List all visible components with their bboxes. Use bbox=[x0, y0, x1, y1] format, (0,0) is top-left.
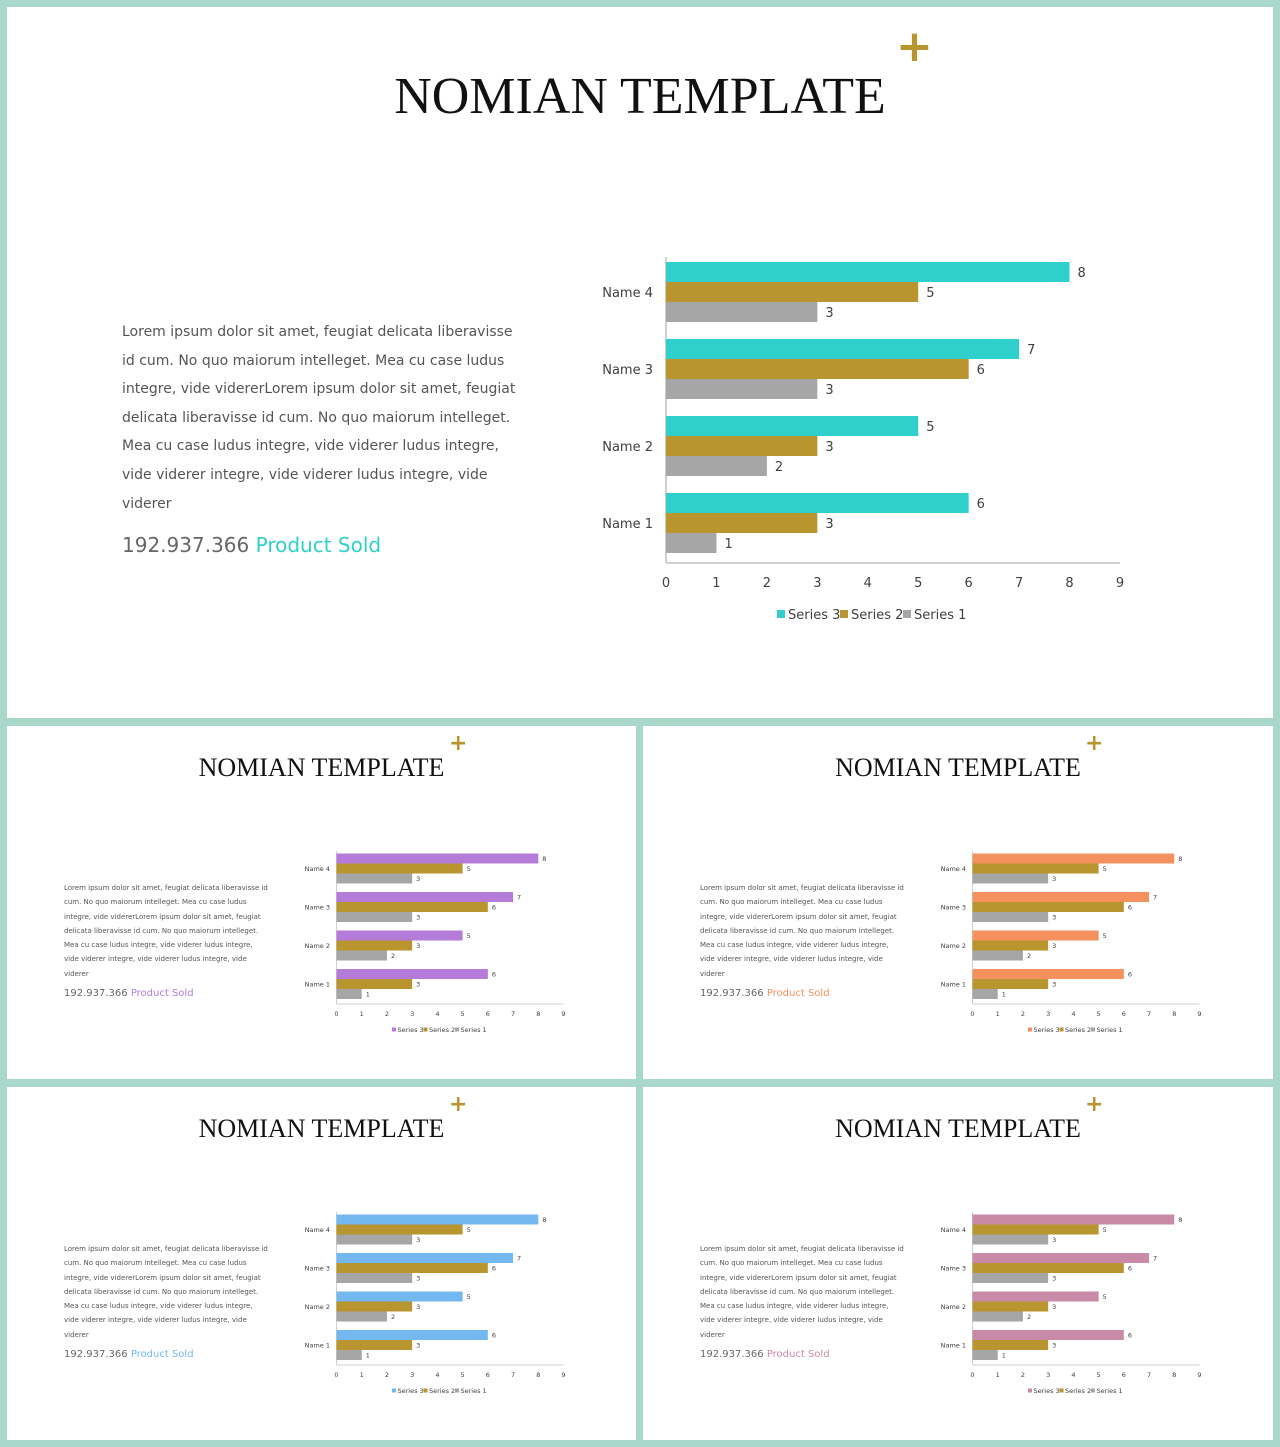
legend-swatch bbox=[1091, 1028, 1095, 1032]
bar bbox=[337, 1215, 539, 1225]
data-label: 6 bbox=[491, 1264, 496, 1273]
x-tick-label: 0 bbox=[970, 1371, 975, 1379]
bar bbox=[337, 1350, 362, 1360]
bar bbox=[973, 912, 1049, 922]
data-label: 3 bbox=[416, 1274, 421, 1283]
stat-label: Product Sold bbox=[130, 988, 194, 999]
bar bbox=[337, 931, 463, 941]
x-tick-label: 7 bbox=[1146, 1371, 1152, 1379]
bar bbox=[666, 339, 1019, 359]
data-label: 5 bbox=[466, 1226, 471, 1234]
legend-swatch bbox=[1060, 1389, 1064, 1393]
x-tick-label: 0 bbox=[970, 1010, 975, 1018]
bar bbox=[973, 892, 1150, 902]
bar bbox=[337, 979, 413, 989]
bar bbox=[337, 854, 539, 864]
data-label: 2 bbox=[1026, 1313, 1032, 1321]
bar bbox=[973, 902, 1124, 912]
legend-swatch bbox=[424, 1028, 428, 1032]
data-label: 8 bbox=[1178, 855, 1183, 863]
body-text: Lorem ipsum dolor sit amet, feugiat delicata liberavisse id cum. No quo maiorum intelleget. Mea cu case ludus integre, vide vidererLorem ipsum dolor sit amet, feugiat delicata liberavisse id cum. No quo maiorum intelleget. Mea cu case ludus integre, vide viderer ludus integre, vide viderer integre, vide viderer ludus integre, vide viderer bbox=[64, 884, 268, 978]
bar-chart bbox=[643, 726, 1273, 1079]
data-label: 7 bbox=[1153, 1254, 1158, 1263]
legend-label: Series 1 bbox=[1096, 1387, 1123, 1395]
x-tick-label: 4 bbox=[1071, 1371, 1076, 1379]
bar bbox=[337, 902, 488, 912]
data-label: 3 bbox=[1052, 980, 1057, 989]
slide-main bbox=[7, 7, 1273, 718]
x-tick-label: 6 bbox=[485, 1010, 490, 1018]
data-label: 5 bbox=[926, 420, 935, 435]
data-label: 3 bbox=[1052, 1274, 1057, 1283]
data-label: 3 bbox=[416, 875, 421, 883]
slide-title: NOMIAN TEMPLATE bbox=[835, 1114, 1081, 1143]
stat-value: 192.937.366 bbox=[122, 533, 250, 557]
data-label: 3 bbox=[825, 383, 834, 398]
legend-label: Series 3 bbox=[397, 1387, 424, 1395]
bar bbox=[337, 1235, 413, 1245]
bar bbox=[666, 513, 817, 533]
data-label: 3 bbox=[825, 440, 834, 455]
data-label: 6 bbox=[1127, 903, 1132, 912]
legend-swatch bbox=[1028, 1389, 1032, 1393]
bar bbox=[666, 359, 969, 379]
data-label: 5 bbox=[1102, 1226, 1107, 1234]
x-tick-label: 4 bbox=[1071, 1010, 1076, 1018]
data-label: 3 bbox=[1052, 875, 1057, 883]
x-tick-label: 5 bbox=[914, 576, 923, 591]
bar-chart bbox=[7, 1087, 636, 1440]
data-label: 1 bbox=[365, 990, 370, 999]
legend-swatch bbox=[392, 1389, 396, 1393]
bar bbox=[337, 941, 413, 951]
legend-label: Series 1 bbox=[914, 608, 967, 623]
x-tick-label: 1 bbox=[995, 1371, 1000, 1379]
plus-icon: + bbox=[1085, 731, 1104, 756]
data-label: 2 bbox=[390, 952, 396, 960]
category-label: Name 4 bbox=[940, 1226, 966, 1234]
body-text: Lorem ipsum dolor sit amet, feugiat delicata liberavisse id cum. No quo maiorum intelleget. Mea cu case ludus integre, vide vidererLorem ipsum dolor sit amet, feugiat delicata liberavisse id cum. No quo maiorum intelleget. Mea cu case ludus integre, vide viderer ludus integre, vide viderer integre, vide viderer ludus integre, vide viderer bbox=[700, 884, 904, 978]
stat-value: 192.937.366 bbox=[64, 988, 128, 999]
x-tick-label: 2 bbox=[762, 576, 772, 591]
bar bbox=[973, 854, 1175, 864]
bar bbox=[337, 892, 514, 902]
x-tick-label: 1 bbox=[359, 1371, 364, 1379]
slide-title: NOMIAN TEMPLATE bbox=[198, 1114, 445, 1143]
legend-label: Series 1 bbox=[460, 1387, 487, 1395]
body-text: Lorem ipsum dolor sit amet, feugiat delicata liberavisse id cum. No quo maiorum intelleget. Mea cu case ludus integre, vide vidererLorem ipsum dolor sit amet, feugiat delicata liberavisse id cum. No quo maiorum intelleget. Mea cu case ludus integre, vide viderer ludus integre, vide viderer integre, vide viderer ludus integre, vide viderer bbox=[700, 1245, 904, 1339]
bar bbox=[666, 493, 969, 513]
data-label: 3 bbox=[416, 913, 421, 922]
legend-label: Series 1 bbox=[460, 1026, 487, 1034]
plus-icon: + bbox=[1085, 1092, 1104, 1117]
data-label: 7 bbox=[517, 1254, 522, 1263]
x-tick-label: 1 bbox=[712, 576, 721, 591]
x-tick-label: 9 bbox=[1197, 1371, 1202, 1379]
legend-label: Series 3 bbox=[1033, 1387, 1060, 1395]
slide-purple bbox=[7, 726, 636, 1079]
data-label: 5 bbox=[466, 865, 471, 873]
bar bbox=[337, 1263, 488, 1273]
bar bbox=[973, 969, 1124, 979]
legend-label: Series 1 bbox=[1096, 1026, 1123, 1034]
bar bbox=[973, 1225, 1099, 1235]
bar bbox=[337, 1330, 488, 1340]
x-tick-label: 5 bbox=[1096, 1371, 1101, 1379]
category-label: Name 3 bbox=[304, 903, 330, 912]
data-label: 8 bbox=[542, 1216, 547, 1224]
category-label: Name 3 bbox=[940, 1264, 966, 1273]
legend-swatch bbox=[840, 610, 848, 618]
x-tick-label: 8 bbox=[1172, 1010, 1177, 1018]
bar bbox=[337, 874, 413, 884]
bar bbox=[666, 302, 817, 322]
legend-label: Series 2 bbox=[1065, 1387, 1092, 1395]
data-label: 6 bbox=[491, 970, 496, 979]
category-label: Name 3 bbox=[304, 1264, 330, 1273]
x-tick-label: 2 bbox=[1020, 1371, 1026, 1379]
stat-label: Product Sold bbox=[766, 988, 830, 999]
bar bbox=[337, 951, 387, 961]
bar bbox=[666, 282, 918, 302]
data-label: 5 bbox=[1102, 865, 1107, 873]
data-label: 2 bbox=[1026, 952, 1032, 960]
data-label: 3 bbox=[1052, 1341, 1057, 1350]
x-tick-label: 2 bbox=[384, 1371, 390, 1379]
x-tick-label: 1 bbox=[359, 1010, 364, 1018]
x-tick-label: 2 bbox=[1020, 1010, 1026, 1018]
legend-swatch bbox=[777, 610, 785, 618]
bar bbox=[337, 1253, 514, 1263]
data-label: 7 bbox=[1153, 893, 1158, 902]
bar bbox=[973, 1292, 1099, 1302]
bar-chart bbox=[7, 726, 636, 1079]
legend-swatch bbox=[392, 1028, 396, 1032]
bar bbox=[973, 1263, 1124, 1273]
data-label: 8 bbox=[1178, 1216, 1183, 1224]
x-tick-label: 5 bbox=[460, 1371, 465, 1379]
data-label: 3 bbox=[1052, 1303, 1057, 1311]
x-tick-label: 6 bbox=[964, 576, 973, 591]
bar-chart bbox=[643, 1087, 1273, 1440]
stat-label: Product Sold bbox=[130, 1349, 194, 1360]
plus-icon: + bbox=[449, 1092, 468, 1117]
bar bbox=[337, 1273, 413, 1283]
data-label: 3 bbox=[416, 980, 421, 989]
legend-label: Series 3 bbox=[1033, 1026, 1060, 1034]
category-label: Name 1 bbox=[940, 1341, 966, 1350]
bar bbox=[973, 1215, 1175, 1225]
data-label: 3 bbox=[825, 306, 834, 321]
x-tick-label: 9 bbox=[561, 1371, 566, 1379]
data-label: 3 bbox=[1052, 1236, 1057, 1244]
bar bbox=[973, 864, 1099, 874]
bar bbox=[337, 864, 463, 874]
legend-label: Series 3 bbox=[788, 608, 841, 623]
bar bbox=[337, 1312, 387, 1322]
data-label: 1 bbox=[365, 1351, 370, 1360]
data-label: 3 bbox=[825, 517, 834, 532]
slide-title: NOMIAN TEMPLATE bbox=[835, 753, 1081, 782]
bar bbox=[973, 1302, 1049, 1312]
x-tick-label: 3 bbox=[1046, 1371, 1051, 1379]
category-label: Name 2 bbox=[602, 440, 653, 455]
bar bbox=[973, 874, 1049, 884]
x-tick-label: 3 bbox=[813, 576, 822, 591]
data-label: 6 bbox=[491, 1331, 496, 1340]
legend-swatch bbox=[424, 1389, 428, 1393]
data-label: 3 bbox=[416, 1303, 421, 1311]
bar bbox=[973, 1273, 1049, 1283]
data-label: 6 bbox=[1127, 970, 1132, 979]
bar bbox=[973, 941, 1049, 951]
bar bbox=[337, 1302, 413, 1312]
legend-swatch bbox=[903, 610, 911, 618]
x-tick-label: 8 bbox=[536, 1371, 541, 1379]
x-tick-label: 5 bbox=[1096, 1010, 1101, 1018]
x-tick-label: 6 bbox=[1121, 1010, 1126, 1018]
data-label: 2 bbox=[390, 1313, 396, 1321]
category-label: Name 4 bbox=[304, 1226, 330, 1234]
bar bbox=[666, 416, 918, 436]
legend-label: Series 2 bbox=[1065, 1026, 1092, 1034]
legend-swatch bbox=[1091, 1389, 1095, 1393]
category-label: Name 1 bbox=[940, 980, 966, 989]
bar bbox=[337, 989, 362, 999]
x-tick-label: 0 bbox=[661, 576, 671, 591]
category-label: Name 2 bbox=[304, 942, 330, 950]
stat-value: 192.937.366 bbox=[700, 1349, 764, 1360]
category-label: Name 4 bbox=[602, 286, 653, 301]
x-tick-label: 3 bbox=[410, 1371, 415, 1379]
data-label: 3 bbox=[416, 1236, 421, 1244]
x-tick-label: 7 bbox=[510, 1010, 516, 1018]
bar bbox=[973, 1312, 1023, 1322]
category-label: Name 1 bbox=[602, 517, 653, 532]
legend-swatch bbox=[455, 1028, 459, 1032]
plus-icon: + bbox=[896, 21, 933, 72]
bar bbox=[973, 979, 1049, 989]
plus-icon: + bbox=[449, 731, 468, 756]
data-label: 5 bbox=[466, 1293, 471, 1301]
legend-label: Series 3 bbox=[397, 1026, 424, 1034]
x-tick-label: 4 bbox=[435, 1371, 440, 1379]
slide-blue bbox=[7, 1087, 636, 1440]
category-label: Name 2 bbox=[940, 1303, 966, 1311]
data-label: 3 bbox=[416, 1341, 421, 1350]
category-label: Name 1 bbox=[304, 1341, 330, 1350]
data-label: 6 bbox=[976, 497, 985, 512]
slide-title: NOMIAN TEMPLATE bbox=[198, 753, 445, 782]
category-label: Name 4 bbox=[940, 865, 966, 873]
slide-orange bbox=[643, 726, 1273, 1079]
category-label: Name 1 bbox=[304, 980, 330, 989]
bar bbox=[973, 989, 998, 999]
bar bbox=[666, 533, 716, 553]
x-tick-label: 2 bbox=[384, 1010, 390, 1018]
bar bbox=[973, 1350, 998, 1360]
bar bbox=[973, 1253, 1150, 1263]
category-label: Name 2 bbox=[940, 942, 966, 950]
legend-label: Series 2 bbox=[851, 608, 904, 623]
stat-value: 192.937.366 bbox=[700, 988, 764, 999]
bar bbox=[666, 436, 817, 456]
x-tick-label: 1 bbox=[995, 1010, 1000, 1018]
data-label: 7 bbox=[517, 893, 522, 902]
category-label: Name 3 bbox=[940, 903, 966, 912]
data-label: 1 bbox=[1001, 990, 1006, 999]
data-label: 5 bbox=[466, 932, 471, 940]
bar bbox=[973, 1340, 1049, 1350]
legend-label: Series 2 bbox=[429, 1387, 456, 1395]
data-label: 1 bbox=[1001, 1351, 1006, 1360]
stat-label: Product Sold bbox=[766, 1349, 830, 1360]
data-label: 1 bbox=[724, 537, 733, 552]
category-label: Name 3 bbox=[602, 363, 653, 378]
bar bbox=[973, 951, 1023, 961]
bar bbox=[973, 1235, 1049, 1245]
x-tick-label: 4 bbox=[435, 1010, 440, 1018]
x-tick-label: 9 bbox=[1197, 1010, 1202, 1018]
data-label: 3 bbox=[1052, 913, 1057, 922]
x-tick-label: 3 bbox=[1046, 1010, 1051, 1018]
body-text: Lorem ipsum dolor sit amet, feugiat delicata liberavisse id cum. No quo maiorum intelleget. Mea cu case ludus integre, vide vidererLorem ipsum dolor sit amet, feugiat delicata liberavisse id cum. No quo maiorum intelleget. Mea cu case ludus integre, vide viderer ludus integre, vide viderer integre, vide viderer ludus integre, vide viderer bbox=[122, 324, 516, 512]
bar bbox=[337, 912, 413, 922]
bar bbox=[337, 1225, 463, 1235]
category-label: Name 2 bbox=[304, 1303, 330, 1311]
data-label: 5 bbox=[1102, 932, 1107, 940]
x-tick-label: 0 bbox=[334, 1371, 339, 1379]
x-tick-label: 7 bbox=[1146, 1010, 1152, 1018]
body-text: Lorem ipsum dolor sit amet, feugiat delicata liberavisse id cum. No quo maiorum intelleget. Mea cu case ludus integre, vide vidererLorem ipsum dolor sit amet, feugiat delicata liberavisse id cum. No quo maiorum intelleget. Mea cu case ludus integre, vide viderer ludus integre, vide viderer integre, vide viderer ludus integre, vide viderer bbox=[64, 1245, 268, 1339]
x-tick-label: 6 bbox=[1121, 1371, 1126, 1379]
bar bbox=[666, 262, 1070, 282]
data-label: 6 bbox=[1127, 1331, 1132, 1340]
x-tick-label: 0 bbox=[334, 1010, 339, 1018]
x-tick-label: 7 bbox=[1014, 576, 1024, 591]
data-label: 8 bbox=[542, 855, 547, 863]
bar bbox=[337, 1292, 463, 1302]
data-label: 3 bbox=[1052, 942, 1057, 950]
bar bbox=[337, 969, 488, 979]
data-label: 6 bbox=[1127, 1264, 1132, 1273]
data-label: 6 bbox=[491, 903, 496, 912]
legend-label: Series 2 bbox=[429, 1026, 456, 1034]
x-tick-label: 9 bbox=[561, 1010, 566, 1018]
data-label: 3 bbox=[416, 942, 421, 950]
legend-swatch bbox=[1028, 1028, 1032, 1032]
data-label: 7 bbox=[1027, 343, 1036, 358]
x-tick-label: 5 bbox=[460, 1010, 465, 1018]
x-tick-label: 8 bbox=[536, 1010, 541, 1018]
x-tick-label: 3 bbox=[410, 1010, 415, 1018]
x-tick-label: 7 bbox=[510, 1371, 516, 1379]
x-tick-label: 8 bbox=[1065, 576, 1074, 591]
x-tick-label: 8 bbox=[1172, 1371, 1177, 1379]
x-tick-label: 9 bbox=[1115, 576, 1125, 591]
data-label: 5 bbox=[1102, 1293, 1107, 1301]
data-label: 6 bbox=[976, 363, 985, 378]
bar-chart bbox=[7, 7, 1273, 718]
data-label: 2 bbox=[774, 460, 784, 475]
data-label: 8 bbox=[1077, 266, 1086, 281]
x-tick-label: 6 bbox=[485, 1371, 490, 1379]
slide-title: NOMIAN TEMPLATE bbox=[394, 68, 886, 125]
category-label: Name 4 bbox=[304, 865, 330, 873]
x-tick-label: 4 bbox=[863, 576, 872, 591]
bar bbox=[337, 1340, 413, 1350]
bar bbox=[973, 931, 1099, 941]
bar bbox=[666, 379, 817, 399]
stat-label: Product Sold bbox=[255, 533, 382, 557]
slide-pink bbox=[643, 1087, 1273, 1440]
bar bbox=[666, 456, 767, 476]
legend-swatch bbox=[1060, 1028, 1064, 1032]
bar bbox=[973, 1330, 1124, 1340]
legend-swatch bbox=[455, 1389, 459, 1393]
data-label: 5 bbox=[926, 286, 935, 301]
stat-value: 192.937.366 bbox=[64, 1349, 128, 1360]
